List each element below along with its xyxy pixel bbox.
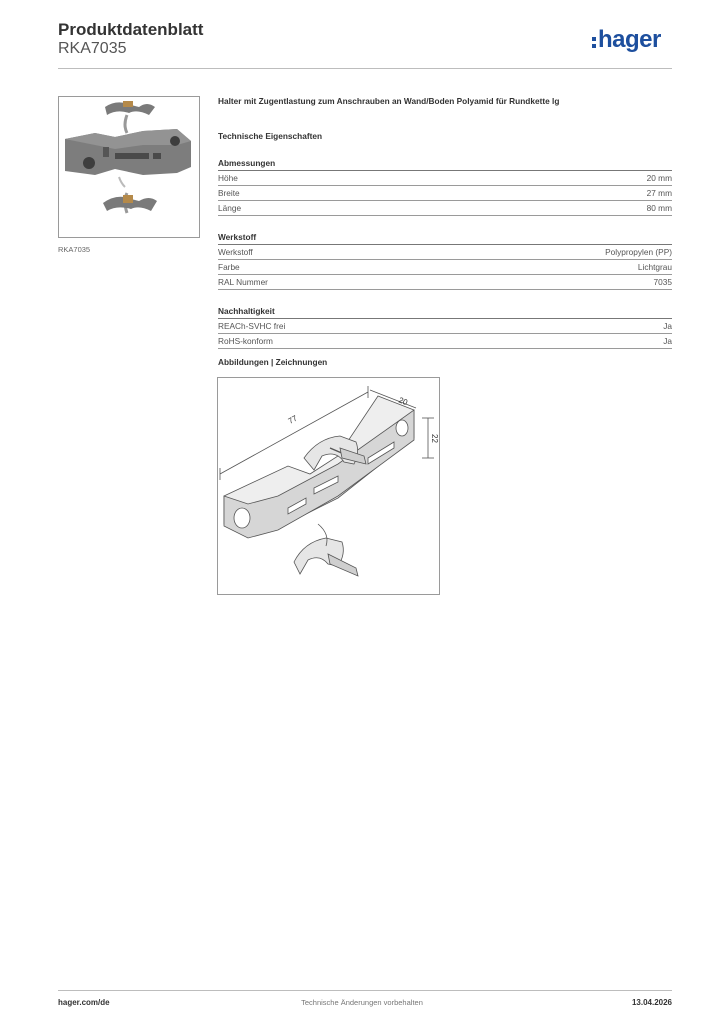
logo-dots-icon: [592, 37, 596, 48]
product-photo: [58, 96, 200, 238]
product-photo-caption: RKA7035: [58, 245, 91, 254]
spec-label: Höhe: [218, 173, 238, 183]
technical-drawing: [217, 377, 440, 595]
spec-row: [218, 276, 672, 290]
logo-wordmark: hager: [598, 26, 661, 53]
spec-value: 20 mm: [646, 173, 672, 183]
spec-label: Breite: [218, 188, 240, 198]
figures-heading: Abbildungen | Zeichnungen: [218, 357, 328, 367]
technical-drawing-image: [218, 378, 439, 594]
spec-label: RAL Nummer: [218, 277, 268, 287]
footer-divider: [58, 990, 672, 991]
spec-value: Ja: [663, 336, 672, 346]
spec-group-title: Werkstoff: [218, 232, 672, 245]
header-divider: [58, 68, 672, 69]
dimension-width: 20: [397, 395, 409, 408]
spec-label: Farbe: [218, 262, 240, 272]
spec-row: [218, 261, 672, 275]
technical-properties-heading: Technische Eigenschaften: [218, 131, 323, 141]
spec-group-sustainability: [218, 306, 672, 349]
spec-label: REACh-SVHC frei: [218, 321, 286, 331]
spec-row: [218, 187, 672, 201]
dimension-length: 77: [286, 413, 299, 426]
spec-row: [218, 246, 672, 260]
spec-label: Werkstoff: [218, 247, 253, 257]
spec-row: [218, 335, 672, 349]
spec-label: Länge: [218, 203, 242, 213]
page-title: Produktdatenblatt: [58, 20, 204, 39]
product-description: Halter mit Zugentlastung zum Anschrauben an Wand/Boden Polyamid für Rundkette lg: [218, 96, 560, 106]
spec-row: [218, 172, 672, 186]
footer-website-link[interactable]: hager.com/de: [58, 998, 110, 1007]
spec-value: Ja: [663, 321, 672, 331]
spec-group-title: Nachhaltigkeit: [218, 306, 672, 319]
hager-logo[interactable]: [592, 28, 661, 52]
footer-date: 13.04.2026: [631, 998, 672, 1007]
spec-label: RoHS-konform: [218, 336, 273, 346]
footer-notice: Technische Änderungen vorbehalten: [301, 998, 423, 1007]
product-code: RKA7035: [58, 40, 127, 57]
product-photo-image: [59, 97, 199, 237]
spec-value: 80 mm: [646, 203, 672, 213]
product-info: [218, 96, 672, 349]
spec-value: 27 mm: [646, 188, 672, 198]
spec-group-material: [218, 232, 672, 290]
spec-group-title: Abmessungen: [218, 158, 672, 171]
dimension-height: 22: [430, 434, 439, 443]
spec-row: [218, 202, 672, 216]
spec-value: 7035: [653, 277, 672, 287]
spec-row: [218, 320, 672, 334]
spec-group-dimensions: [218, 158, 672, 216]
spec-value: Polypropylen (PP): [605, 247, 672, 257]
spec-value: Lichtgrau: [637, 262, 672, 272]
